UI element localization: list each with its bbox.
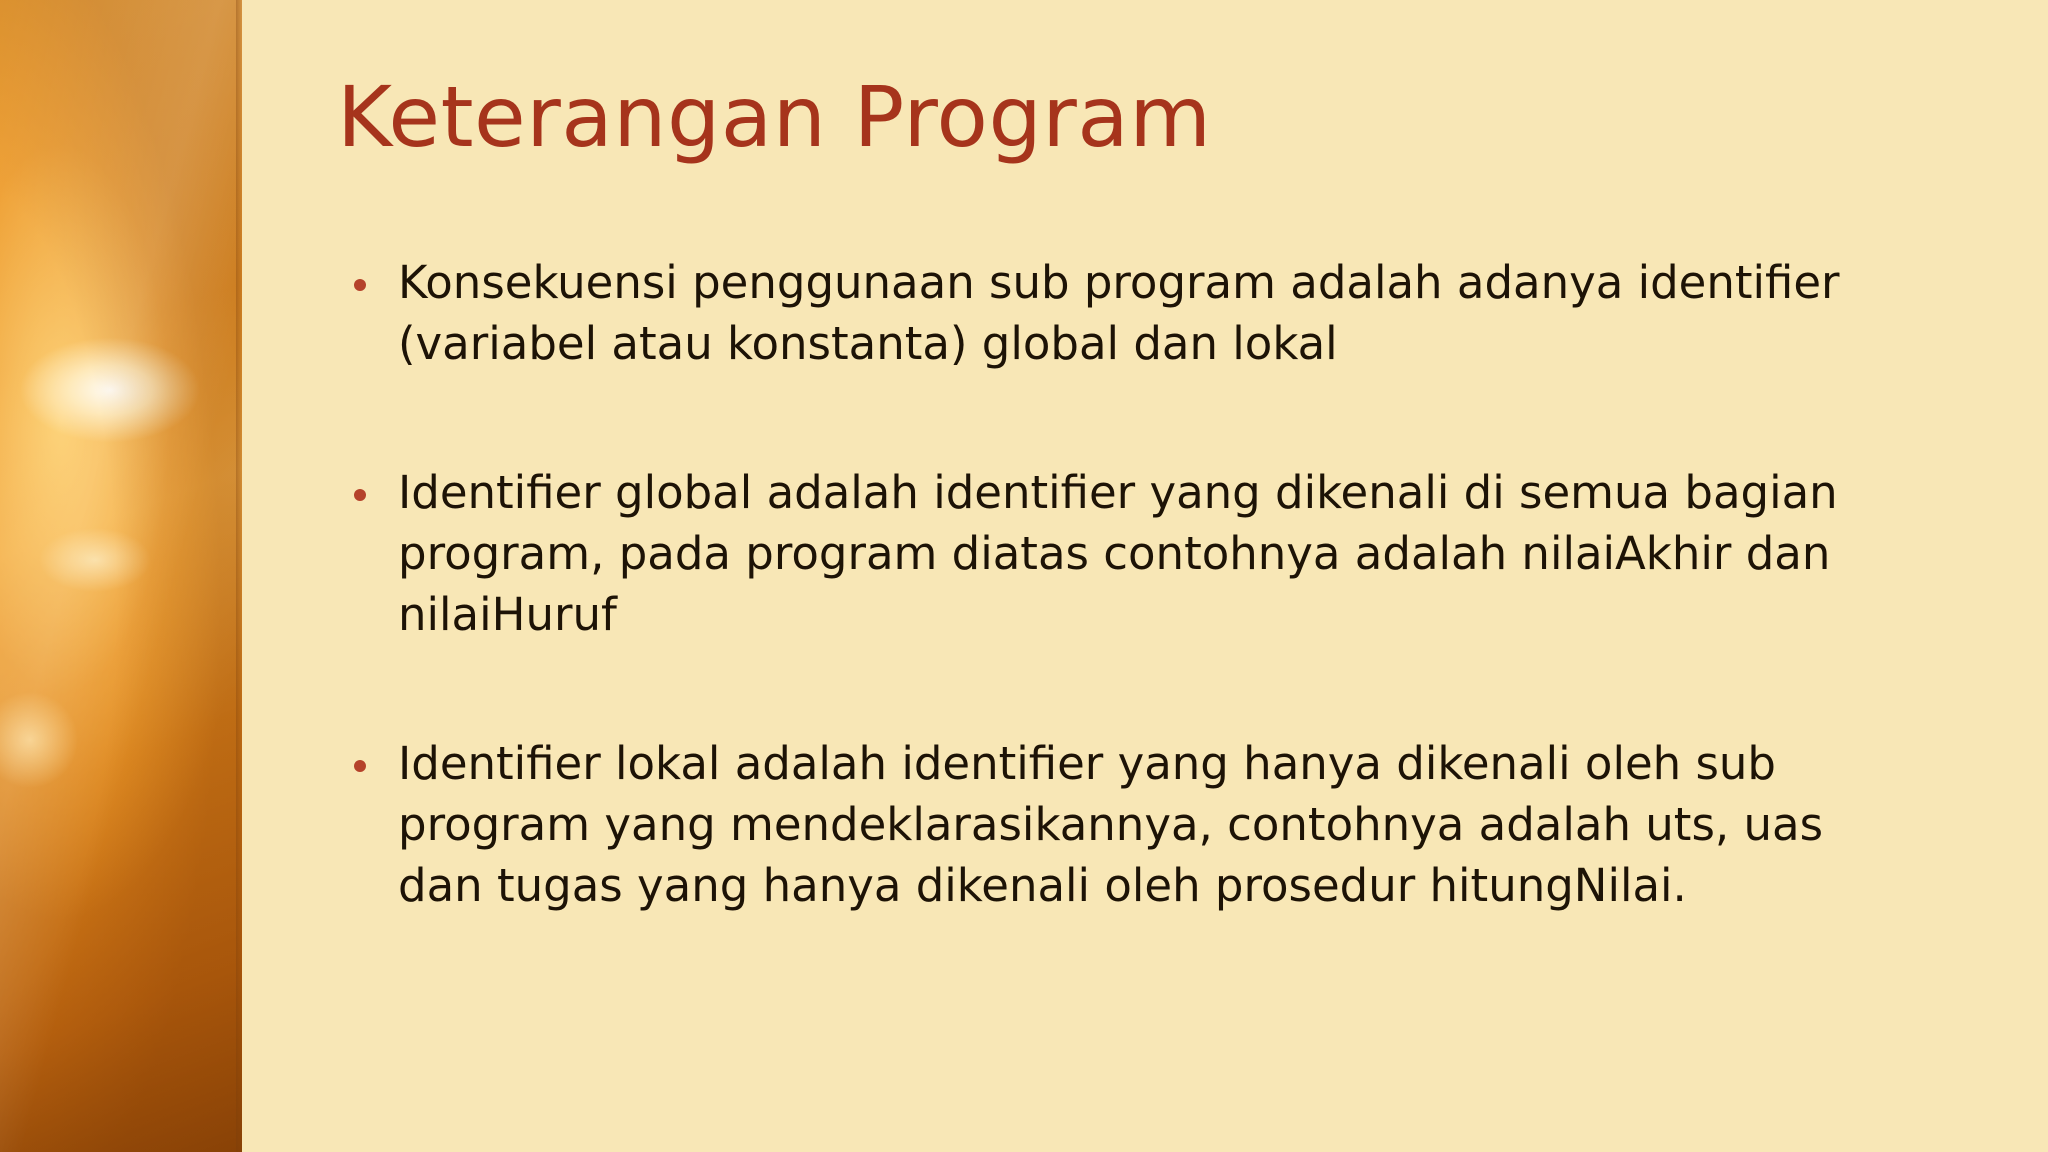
- bullet-list: [350, 252, 1910, 1004]
- round-bullet-icon: [354, 760, 366, 772]
- image-edge-shadow: [236, 0, 242, 1152]
- bullet-text: Identifier lokal adalah identifier yang hanya dikenali oleh sub program yang mendeklarasikannya, contohnya adalah uts, uas dan tugas yang hanya dikenali oleh prosedur hitungNilai.: [398, 737, 1824, 912]
- bullet-text: Identifier global adalah identifier yang dikenali di semua bagian program, pada program diatas contohnya adalah nilaiAkhir dan nilaiHuruf: [398, 466, 1838, 641]
- image-overlay: [0, 0, 242, 1152]
- slide-title: Keterangan Program: [337, 68, 1212, 166]
- bullet-item: [350, 462, 1910, 645]
- round-bullet-icon: [354, 279, 366, 291]
- bullet-text: Konsekuensi penggunaan sub program adalah adanya identifier (variabel atau konstanta) global dan lokal: [398, 256, 1840, 370]
- bullet-item: [350, 252, 1910, 374]
- round-bullet-icon: [354, 489, 366, 501]
- bullet-item: [350, 733, 1910, 916]
